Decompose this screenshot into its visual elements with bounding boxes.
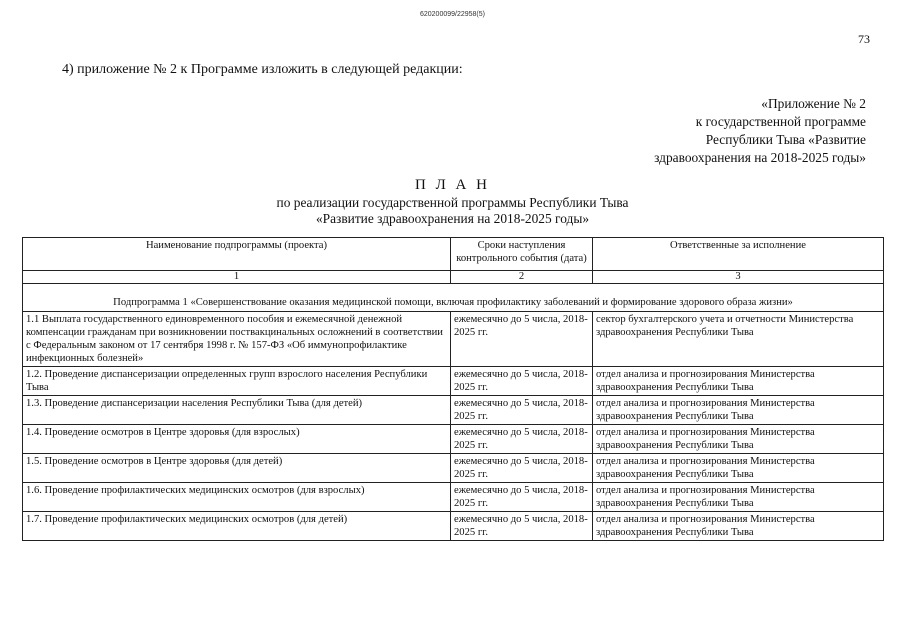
intro-paragraph: 4) приложение № 2 к Программе изложить в следующей редакции:: [62, 62, 463, 77]
row-deadline: ежемесячно до 5 числа, 2018-2025 гг.: [451, 312, 593, 367]
column-number-row: [23, 271, 884, 284]
column-number: 2: [451, 271, 593, 284]
row-name: 1.5. Проведение осмотров в Центре здоровья (для детей): [23, 454, 451, 483]
row-deadline: ежемесячно до 5 числа, 2018-2025 гг.: [451, 512, 593, 541]
plan-title: П Л А Н: [415, 177, 490, 193]
table-row: [23, 425, 884, 454]
appendix-line: здравоохранения на 2018-2025 годы»: [654, 150, 866, 165]
plan-subtitle-program: «Развитие здравоохранения на 2018-2025 годы»: [315, 211, 590, 226]
appendix-line: к государственной программе: [695, 114, 866, 129]
table-row: [23, 454, 884, 483]
table-header-row: [23, 238, 884, 271]
table-row: [23, 367, 884, 396]
row-name: 1.2. Проведение диспансеризации определенных групп взрослого населения Республики Тыва: [23, 367, 451, 396]
row-name: 1.6. Проведение профилактических медицинских осмотров (для взрослых): [23, 483, 451, 512]
row-name: 1.3. Проведение диспансеризации населения Республики Тыва (для детей): [23, 396, 451, 425]
row-deadline: ежемесячно до 5 числа, 2018-2025 гг.: [451, 483, 593, 512]
row-name: 1.7. Проведение профилактических медицинских осмотров (для детей): [23, 512, 451, 541]
header-responsible: Ответственные за исполнение: [593, 238, 884, 271]
plan-table: [22, 237, 884, 541]
row-responsible: отдел анализа и прогнозирования Министерства здравоохранения Республики Тыва: [593, 396, 884, 425]
row-name: 1.4. Проведение осмотров в Центре здоровья (для взрослых): [23, 425, 451, 454]
header-subprogram-name: Наименование подпрограммы (проекта): [23, 238, 451, 271]
plan-subtitle: по реализации государственной программы Республики Тыва: [276, 195, 629, 210]
page-number: 73: [858, 32, 870, 46]
subprogram-row: [23, 295, 884, 312]
row-name: 1.1 Выплата государственного единовременного пособия и ежемесячной денежной компенсации гражданам при возникновении поствакцинальных осложнений в соответствии с Федеральным законом от 17 сентября 1998 г. № 157-ФЗ «Об иммунопрофилактике инфекционных болезней»: [23, 312, 451, 367]
table-row: [23, 396, 884, 425]
appendix-line: Республики Тыва «Развитие: [705, 132, 866, 147]
row-deadline: ежемесячно до 5 числа, 2018-2025 гг.: [451, 454, 593, 483]
row-responsible: отдел анализа и прогнозирования Министерства здравоохранения Республики Тыва: [593, 367, 884, 396]
column-number: 3: [593, 271, 884, 284]
row-responsible: отдел анализа и прогнозирования Министерства здравоохранения Республики Тыва: [593, 512, 884, 541]
appendix-reference: [600, 95, 866, 167]
row-deadline: ежемесячно до 5 числа, 2018-2025 гг.: [451, 367, 593, 396]
spacer-row: [23, 284, 884, 296]
spacer-cell: [23, 284, 884, 296]
document-code: 620200099/22958(5): [419, 11, 485, 18]
subprogram-title: Подпрограмма 1 «Совершенствование оказания медицинской помощи, включая профилактику заболеваний и формирование здорового образа жизни»: [23, 295, 884, 312]
table-row: [23, 512, 884, 541]
row-responsible: отдел анализа и прогнозирования Министерства здравоохранения Республики Тыва: [593, 454, 884, 483]
row-deadline: ежемесячно до 5 числа, 2018-2025 гг.: [451, 396, 593, 425]
table-row: [23, 312, 884, 367]
appendix-line: «Приложение № 2: [761, 96, 866, 111]
row-responsible: отдел анализа и прогнозирования Министерства здравоохранения Республики Тыва: [593, 425, 884, 454]
header-deadline: Сроки наступления контрольного события (дата): [451, 238, 593, 271]
row-responsible: сектор бухгалтерского учета и отчетности Министерства здравоохранения Республики Тыва: [593, 312, 884, 367]
column-number: 1: [23, 271, 451, 284]
row-responsible: отдел анализа и прогнозирования Министерства здравоохранения Республики Тыва: [593, 483, 884, 512]
row-deadline: ежемесячно до 5 числа, 2018-2025 гг.: [451, 425, 593, 454]
table-row: [23, 483, 884, 512]
